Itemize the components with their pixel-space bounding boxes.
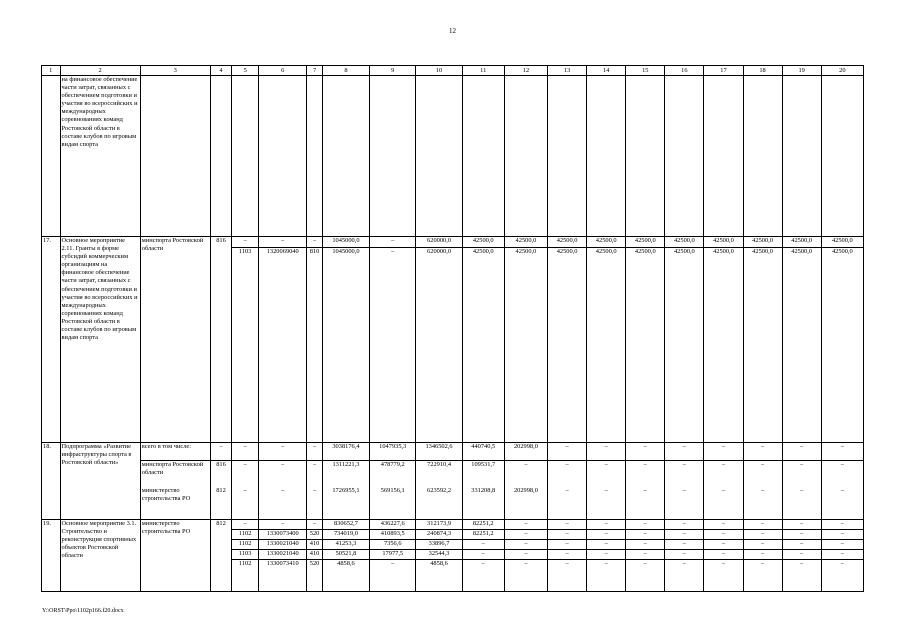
column-number: 15 (626, 66, 665, 76)
table-cell: 1726955,1 (322, 487, 369, 520)
table-cell: – (548, 487, 587, 520)
column-number: 11 (462, 66, 504, 76)
table-cell: – (782, 443, 821, 461)
table-cell: 42500,0 (504, 248, 547, 443)
table-cell: – (587, 540, 626, 550)
table-cell: 109531,7 (462, 461, 504, 487)
table-cell: – (782, 461, 821, 487)
table-cell (210, 550, 232, 560)
table-cell: – (307, 443, 322, 461)
table-cell: 1102 (232, 560, 259, 592)
table-cell: 1045000,0 (322, 248, 369, 443)
table-cell: – (665, 443, 704, 461)
table-cell: 722910,4 (416, 461, 462, 487)
table-cell: – (587, 443, 626, 461)
table-cell: – (821, 461, 863, 487)
footer-file-path: Y:\ORST\Ppo\1102p166.f20.docx (42, 608, 124, 614)
table-cell: 41253,3 (322, 540, 369, 550)
table-cell: – (259, 443, 307, 461)
column-number: 19 (782, 66, 821, 76)
table-cell: 1311221,3 (322, 461, 369, 487)
table-cell: 1346502,6 (416, 443, 462, 461)
table-cell: 240874,3 (416, 530, 462, 540)
table-row (42, 487, 864, 520)
table-cell: – (548, 443, 587, 461)
table-cell: – (782, 520, 821, 530)
column-number: 18 (743, 66, 782, 76)
table-cell: 42500,0 (704, 237, 743, 248)
table-cell: 42500,0 (665, 237, 704, 248)
table-cell: – (548, 560, 587, 592)
table-cell: – (665, 540, 704, 550)
table-cell: – (665, 550, 704, 560)
table-cell: 42500,0 (782, 237, 821, 248)
table-cell: 620000,0 (416, 248, 462, 443)
table-cell: – (626, 530, 665, 540)
table-cell: – (232, 237, 259, 248)
table-cell: 410893,5 (370, 530, 416, 540)
table-cell: – (821, 530, 863, 540)
table-cell: 520 (307, 530, 322, 540)
table-cell: 202998,0 (504, 487, 547, 520)
table-cell: – (665, 487, 704, 520)
table-cell: 734019,0 (322, 530, 369, 540)
table-cell: 623592,2 (416, 487, 462, 520)
budget-table (41, 65, 864, 592)
table-cell: 1330021040 (259, 550, 307, 560)
table-cell: – (259, 237, 307, 248)
table-cell: 42500,0 (626, 237, 665, 248)
table-cell: 1103 (232, 550, 259, 560)
table-cell: 1330073410 (259, 560, 307, 592)
table-cell: – (307, 520, 322, 530)
table-cell: 17977,5 (370, 550, 416, 560)
table-cell: – (259, 487, 307, 520)
table-row (42, 520, 864, 530)
table-cell: – (504, 540, 547, 550)
table-cell: 1320069040 (259, 248, 307, 443)
table-cell: – (587, 530, 626, 540)
table-cell: – (704, 550, 743, 560)
table-cell: – (665, 520, 704, 530)
table-cell: – (704, 443, 743, 461)
row-executor: минспорта Ростовской области (140, 237, 210, 443)
column-number: 9 (370, 66, 416, 76)
table-cell: 312173,9 (416, 520, 462, 530)
table-cell: – (704, 530, 743, 540)
table-cell: – (743, 443, 782, 461)
table-cell: – (504, 530, 547, 540)
table-cell: 1045000,0 (322, 237, 369, 248)
row-name: Подпрограмма «Развитие инфраструктуры спорта в Ростовской области» (60, 443, 140, 520)
column-number: 3 (140, 66, 210, 76)
table-cell: 42500,0 (821, 237, 863, 248)
table-cell: – (548, 540, 587, 550)
table-cell: – (782, 487, 821, 520)
table-cell: – (307, 461, 322, 487)
table-row (42, 237, 864, 248)
table-cell: – (626, 560, 665, 592)
column-number: 14 (587, 66, 626, 76)
table-cell: – (704, 461, 743, 487)
table-cell: – (782, 560, 821, 592)
table-cell: 82251,2 (462, 520, 504, 530)
table-cell: – (743, 487, 782, 520)
continuation-row (42, 76, 864, 237)
page-number: 12 (449, 27, 456, 35)
table-cell: – (259, 520, 307, 530)
table-cell: 569156,1 (370, 487, 416, 520)
table-cell: 4858,6 (322, 560, 369, 592)
column-number: 13 (548, 66, 587, 76)
table-cell: – (821, 520, 863, 530)
table-cell: – (548, 550, 587, 560)
row-executor: министерство строительства РО (140, 487, 210, 520)
table-cell: – (587, 550, 626, 560)
table-cell: – (821, 540, 863, 550)
table-cell: – (587, 560, 626, 592)
table-cell: – (587, 520, 626, 530)
table-cell: – (704, 487, 743, 520)
table-cell: 440740,5 (462, 443, 504, 461)
row-executor: минспорта Ростовской области (140, 461, 210, 487)
table-cell: 520 (307, 560, 322, 592)
table-cell: – (548, 530, 587, 540)
table-row (42, 461, 864, 487)
table-cell: 42500,0 (782, 248, 821, 443)
table-cell: – (232, 487, 259, 520)
table-cell: 4858,6 (416, 560, 462, 592)
table-cell: – (548, 520, 587, 530)
table-cell: 1330021040 (259, 540, 307, 550)
table-cell: – (307, 487, 322, 520)
table-cell: – (548, 461, 587, 487)
table-cell: 33896,7 (416, 540, 462, 550)
table-cell: – (232, 443, 259, 461)
table-cell: 1102 (232, 530, 259, 540)
table-cell: – (743, 520, 782, 530)
table-cell: – (704, 540, 743, 550)
row-name: Основное мероприятие 2.11. Гранты в форме субсидий коммерческим организациям на финансовое обеспечение части затрат, связанных с обеспечением подготовки и участия во всероссийских и международных соревнованиях команд Ростовской области в составе клубов по игровым видам спорта (60, 237, 140, 443)
row-number: 19. (42, 520, 61, 592)
table-cell: 410 (307, 550, 322, 560)
column-number: 17 (704, 66, 743, 76)
table-cell: – (743, 560, 782, 592)
table-cell: – (665, 461, 704, 487)
table-cell: – (821, 560, 863, 592)
table-cell: – (743, 540, 782, 550)
table-cell: – (370, 560, 416, 592)
table-cell: 42500,0 (504, 237, 547, 248)
table-cell: 816 (210, 237, 232, 248)
table-cell: 478779,2 (370, 461, 416, 487)
row-name: на финансовое обеспечение части затрат, связанных с обеспечением подготовки и участия во всероссийских и международных соревнованиях команд Ростовской области в составе клубов по игровым видам спорта (60, 76, 140, 237)
table-cell: – (307, 237, 322, 248)
table-cell: – (232, 461, 259, 487)
column-number: 1 (42, 66, 61, 76)
table-cell: 42500,0 (462, 237, 504, 248)
table-cell (210, 560, 232, 592)
row-number: 18. (42, 443, 61, 520)
table-cell: – (504, 560, 547, 592)
table-cell: – (782, 540, 821, 550)
column-number-row (42, 66, 864, 76)
table-cell: 42500,0 (821, 248, 863, 443)
table-cell: – (504, 550, 547, 560)
table-cell: – (626, 461, 665, 487)
table-cell: – (626, 520, 665, 530)
table-cell: 82251,2 (462, 530, 504, 540)
table-cell: 32544,3 (416, 550, 462, 560)
table-cell: 42500,0 (548, 237, 587, 248)
column-number: 4 (210, 66, 232, 76)
table-cell (210, 530, 232, 540)
table-cell: – (821, 550, 863, 560)
table-cell: 7356,6 (370, 540, 416, 550)
table-cell: – (821, 487, 863, 520)
table-cell: – (626, 487, 665, 520)
table-cell: – (259, 461, 307, 487)
table-cell (210, 248, 232, 443)
row-name: Основное мероприятие 3.1. Строительство и реконструкция спортивных объектов Ростовской области (60, 520, 140, 592)
table-cell: 410 (307, 540, 322, 550)
table-cell: 830652,7 (322, 520, 369, 530)
table-cell: 1047935,3 (370, 443, 416, 461)
table-cell: – (743, 530, 782, 540)
table-cell: – (462, 540, 504, 550)
table-cell: 42500,0 (704, 248, 743, 443)
table-cell: 1330073400 (259, 530, 307, 540)
table-cell: 812 (210, 520, 232, 530)
table-cell: 42500,0 (665, 248, 704, 443)
table-cell (210, 540, 232, 550)
column-number: 10 (416, 66, 462, 76)
table-cell: – (626, 550, 665, 560)
table-cell: – (665, 560, 704, 592)
table-cell: – (587, 461, 626, 487)
table-cell: – (704, 560, 743, 592)
column-number: 7 (307, 66, 322, 76)
table-row (42, 443, 864, 461)
column-number: 20 (821, 66, 863, 76)
table-cell: 816 (210, 461, 232, 487)
table-cell: 1103 (232, 248, 259, 443)
table-cell: 42500,0 (462, 248, 504, 443)
table-cell: 436227,6 (370, 520, 416, 530)
table-cell: – (821, 443, 863, 461)
column-number: 5 (232, 66, 259, 76)
table-cell: – (504, 461, 547, 487)
table-cell: 42500,0 (587, 248, 626, 443)
table-cell: – (782, 550, 821, 560)
table-cell: 42500,0 (587, 237, 626, 248)
column-number: 8 (322, 66, 369, 76)
table-cell: – (232, 520, 259, 530)
column-number: 2 (60, 66, 140, 76)
table-cell: 42500,0 (626, 248, 665, 443)
table-cell: 812 (210, 487, 232, 520)
table-cell: 50521,8 (322, 550, 369, 560)
table-cell: – (504, 520, 547, 530)
table-cell: – (626, 540, 665, 550)
table-cell: 202998,0 (504, 443, 547, 461)
column-number: 12 (504, 66, 547, 76)
table-cell: 331208,8 (462, 487, 504, 520)
table-cell: 42500,0 (743, 248, 782, 443)
column-number: 6 (259, 66, 307, 76)
row-executor: всего в том числе: (140, 443, 210, 461)
column-number: 16 (665, 66, 704, 76)
table-cell: – (743, 461, 782, 487)
table-cell: 620000,0 (416, 237, 462, 248)
table-cell: 1102 (232, 540, 259, 550)
table-cell: – (587, 487, 626, 520)
table-cell: – (665, 530, 704, 540)
table-cell: – (462, 560, 504, 592)
table-cell: – (462, 550, 504, 560)
row-number: 17. (42, 237, 61, 443)
table-cell: 810 (307, 248, 322, 443)
table-cell: 42500,0 (548, 248, 587, 443)
table-cell: – (210, 443, 232, 461)
table-cell: 42500,0 (743, 237, 782, 248)
table-cell: 3038176,4 (322, 443, 369, 461)
table-cell: – (626, 443, 665, 461)
table-cell: – (782, 530, 821, 540)
table-cell: – (370, 248, 416, 443)
table-cell: – (370, 237, 416, 248)
table-cell: – (743, 550, 782, 560)
table-cell: – (704, 520, 743, 530)
row-executor: министерство строительства РО (140, 520, 210, 592)
